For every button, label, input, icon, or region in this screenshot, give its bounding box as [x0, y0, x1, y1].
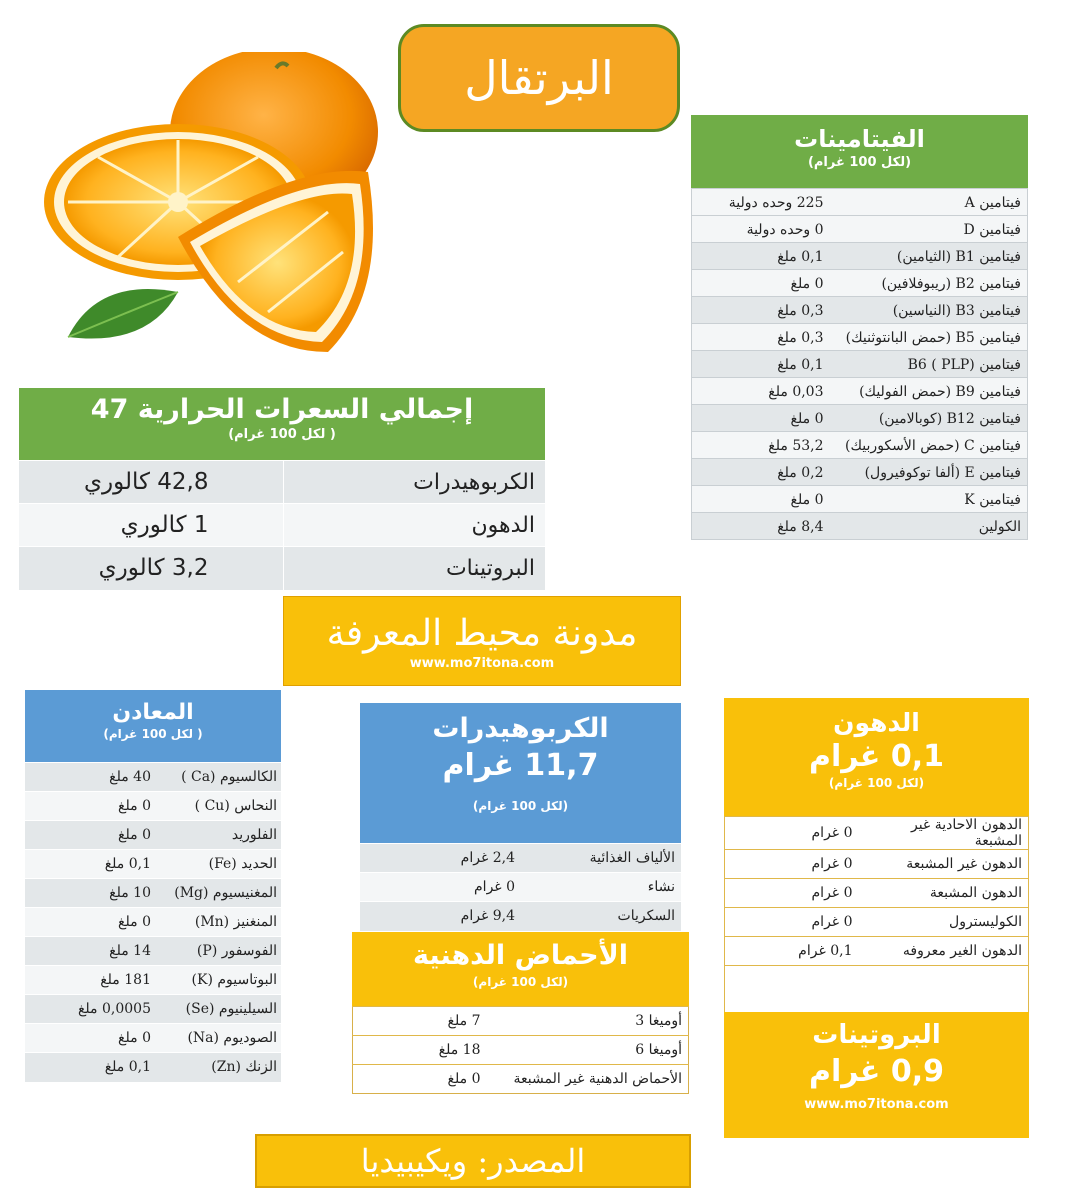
- row-name: فيتامين B6 ( PLP): [828, 351, 1028, 378]
- orange-fruit-icon: [38, 52, 390, 370]
- row-name: المنغنيز (Mn): [155, 908, 281, 937]
- row-value: 0,03 ملغ: [692, 378, 828, 405]
- table-row: [353, 1036, 689, 1065]
- row-name: الكالسيوم (Ca ): [155, 763, 281, 792]
- blog-banner: [283, 596, 681, 686]
- table-row: [353, 1007, 689, 1036]
- fats-header: [724, 698, 1029, 816]
- row-name: الدهون غير المشبعة: [855, 850, 1029, 879]
- table-row: [725, 817, 1029, 850]
- row-value: 42,8 كالوري: [19, 461, 283, 504]
- row-name: فيتامين E (ألفا توكوفيرول): [828, 459, 1028, 486]
- row-value: 0,3 ملغ: [692, 297, 828, 324]
- carbohydrates-header: [360, 703, 681, 843]
- table-row: [692, 432, 1028, 459]
- table-row: [25, 763, 281, 792]
- row-name: الدهون المشبعة: [855, 879, 1029, 908]
- fats-empty-row: [724, 966, 1029, 1018]
- source-banner: [255, 1134, 691, 1188]
- row-value: 181 ملغ: [25, 966, 155, 995]
- row-value: 225 وحده دولية: [692, 189, 828, 216]
- row-name: نشاء: [529, 873, 681, 902]
- row-value: 0,1 ملغ: [692, 351, 828, 378]
- fats-subheading: (لكل 100 غرام): [828, 776, 925, 790]
- carbohydrates-table: [360, 843, 681, 931]
- row-name: فيتامين K: [828, 486, 1028, 513]
- minerals-table: [25, 762, 281, 1082]
- row-value: 0,3 ملغ: [692, 324, 828, 351]
- row-value: 0 ملغ: [692, 405, 828, 432]
- page-title: البرتقال: [464, 51, 614, 105]
- row-value: 3,2 كالوري: [19, 547, 283, 590]
- row-name: فيتامين C (حمض الأسكوربيك): [828, 432, 1028, 459]
- table-row: [25, 1024, 281, 1053]
- proteins-panel: [724, 1012, 1029, 1138]
- table-row: [25, 850, 281, 879]
- table-row: [353, 1065, 689, 1094]
- row-name: النحاس (Cu ): [155, 792, 281, 821]
- title-banner: [398, 24, 680, 132]
- table-row: [360, 844, 681, 873]
- vitamins-table: [691, 188, 1028, 540]
- row-name: الكوليسترول: [855, 908, 1029, 937]
- row-value: 0 غرام: [725, 879, 855, 908]
- table-row: [25, 879, 281, 908]
- row-name: فيتامين B2 (ريبوفلافين): [828, 270, 1028, 297]
- table-row: [360, 902, 681, 931]
- row-name: السيلينيوم (Se): [155, 995, 281, 1024]
- row-value: 0,1 ملغ: [692, 243, 828, 270]
- table-row: [692, 486, 1028, 513]
- proteins-amount: 0,9 غرام: [808, 1054, 945, 1089]
- row-name: فيتامين B1 (الثيامين): [828, 243, 1028, 270]
- row-name: السكريات: [529, 902, 681, 931]
- row-name: الدهون الاحادية غير المشبعة: [855, 817, 1029, 850]
- row-value: 0 غرام: [725, 908, 855, 937]
- table-row: [692, 378, 1028, 405]
- row-value: 0,2 ملغ: [692, 459, 828, 486]
- row-value: 0 غرام: [360, 873, 529, 902]
- row-name: الكربوهيدرات: [283, 461, 545, 504]
- source-text: المصدر: ويكيبيديا: [360, 1142, 586, 1180]
- fatty-acids-subheading: (لكل 100 غرام): [472, 975, 569, 989]
- row-value: 0 ملغ: [353, 1065, 507, 1094]
- vitamins-panel: [691, 115, 1028, 540]
- row-name: الكولين: [828, 513, 1028, 540]
- vitamins-header: [691, 115, 1028, 188]
- row-name: البوتاسيوم (K): [155, 966, 281, 995]
- row-name: فيتامين D: [828, 216, 1028, 243]
- row-name: البروتينات: [283, 547, 545, 590]
- calories-panel: [19, 388, 545, 590]
- table-row: [725, 937, 1029, 966]
- table-row: [692, 189, 1028, 216]
- row-name: أوميغا 6: [507, 1036, 689, 1065]
- row-name: أوميغا 3: [507, 1007, 689, 1036]
- table-row: [692, 270, 1028, 297]
- fats-heading: الدهون: [833, 708, 920, 737]
- table-row: [25, 1053, 281, 1082]
- minerals-subheading: ( لكل 100 غرام): [103, 727, 203, 741]
- row-value: 8,4 ملغ: [692, 513, 828, 540]
- calories-table: [19, 460, 545, 590]
- table-row: [725, 908, 1029, 937]
- row-value: 53,2 ملغ: [692, 432, 828, 459]
- carbohydrates-heading: الكربوهيدرات: [432, 713, 609, 744]
- row-value: 40 ملغ: [25, 763, 155, 792]
- row-value: 0 ملغ: [692, 270, 828, 297]
- table-row: [25, 792, 281, 821]
- table-row: [19, 547, 545, 590]
- row-name: الفوسفور (P): [155, 937, 281, 966]
- table-row: [25, 966, 281, 995]
- fats-amount: 0,1 غرام: [808, 739, 945, 774]
- fats-table: [724, 816, 1029, 966]
- row-value: 7 ملغ: [353, 1007, 507, 1036]
- carbohydrates-panel: [360, 703, 681, 931]
- proteins-url[interactable]: www.mo7itona.com: [804, 1097, 949, 1112]
- row-value: 0 ملغ: [25, 908, 155, 937]
- table-row: [692, 324, 1028, 351]
- row-value: 0,1 ملغ: [25, 850, 155, 879]
- row-value: 0 ملغ: [25, 821, 155, 850]
- table-row: [692, 297, 1028, 324]
- row-value: 1 كالوري: [19, 504, 283, 547]
- row-name: فيتامين B9 (حمض الفوليك): [828, 378, 1028, 405]
- table-row: [725, 879, 1029, 908]
- row-value: 18 ملغ: [353, 1036, 507, 1065]
- row-value: 0 غرام: [725, 817, 855, 850]
- calories-subheading: ( لكل 100 غرام): [228, 427, 336, 442]
- table-row: [692, 243, 1028, 270]
- row-name: الأحماض الدهنية غير المشبعة: [507, 1065, 689, 1094]
- table-row: [19, 504, 545, 547]
- row-value: 10 ملغ: [25, 879, 155, 908]
- carbohydrates-subheading: (لكل 100 غرام): [472, 799, 569, 813]
- minerals-panel: [25, 690, 281, 1082]
- table-row: [25, 937, 281, 966]
- row-value: 0 وحده دولية: [692, 216, 828, 243]
- table-row: [692, 351, 1028, 378]
- table-row: [25, 995, 281, 1024]
- proteins-heading: البروتينات: [812, 1020, 941, 1050]
- table-row: [19, 461, 545, 504]
- fats-panel: [724, 698, 1029, 1018]
- orange-illustration: [38, 52, 390, 370]
- minerals-heading: المعادن: [112, 700, 194, 725]
- table-row: [360, 873, 681, 902]
- row-value: 0,1 غرام: [725, 937, 855, 966]
- row-value: 2,4 غرام: [360, 844, 529, 873]
- row-name: فيتامين B5 (حمض البانتوثنيك): [828, 324, 1028, 351]
- table-row: [25, 821, 281, 850]
- row-value: 0,0005 ملغ: [25, 995, 155, 1024]
- table-row: [725, 850, 1029, 879]
- row-name: فيتامين B3 (النياسين): [828, 297, 1028, 324]
- row-value: 0 ملغ: [25, 1024, 155, 1053]
- table-row: [25, 908, 281, 937]
- minerals-header: [25, 690, 281, 762]
- fatty-acids-table: [352, 1006, 689, 1094]
- row-value: 0 ملغ: [692, 486, 828, 513]
- table-row: [692, 405, 1028, 432]
- row-value: 14 ملغ: [25, 937, 155, 966]
- table-row: [692, 459, 1028, 486]
- blog-name: مدونة محيط المعرفة: [326, 613, 638, 654]
- vitamins-subheading: (لكل 100 غرام): [807, 155, 912, 170]
- fatty-acids-heading: الأحماض الدهنية: [413, 940, 628, 971]
- row-name: الصوديوم (Na): [155, 1024, 281, 1053]
- row-name: الحديد (Fe): [155, 850, 281, 879]
- row-name: الألياف الغذائية: [529, 844, 681, 873]
- row-value: 0,1 ملغ: [25, 1053, 155, 1082]
- vitamins-heading: الفيتامينات: [794, 125, 925, 153]
- row-name: فيتامين B12 (كوبالامين): [828, 405, 1028, 432]
- fatty-acids-panel: [352, 932, 689, 1094]
- row-name: الزنك (Zn): [155, 1053, 281, 1082]
- blog-url[interactable]: www.mo7itona.com: [409, 656, 555, 671]
- table-row: [692, 216, 1028, 243]
- calories-heading: إجمالي السعرات الحرارية 47: [90, 394, 474, 425]
- carbohydrates-amount: 11,7 غرام: [442, 748, 599, 783]
- row-name: فيتامين A: [828, 189, 1028, 216]
- fatty-acids-header: [352, 932, 689, 1006]
- row-value: 9,4 غرام: [360, 902, 529, 931]
- calories-header: [19, 388, 545, 460]
- row-name: المغنيسيوم (Mg): [155, 879, 281, 908]
- row-name: الفلوريد: [155, 821, 281, 850]
- row-name: الدهون الغير معروفه: [855, 937, 1029, 966]
- row-value: 0 ملغ: [25, 792, 155, 821]
- row-value: 0 غرام: [725, 850, 855, 879]
- row-name: الدهون: [283, 504, 545, 547]
- table-row: [692, 513, 1028, 540]
